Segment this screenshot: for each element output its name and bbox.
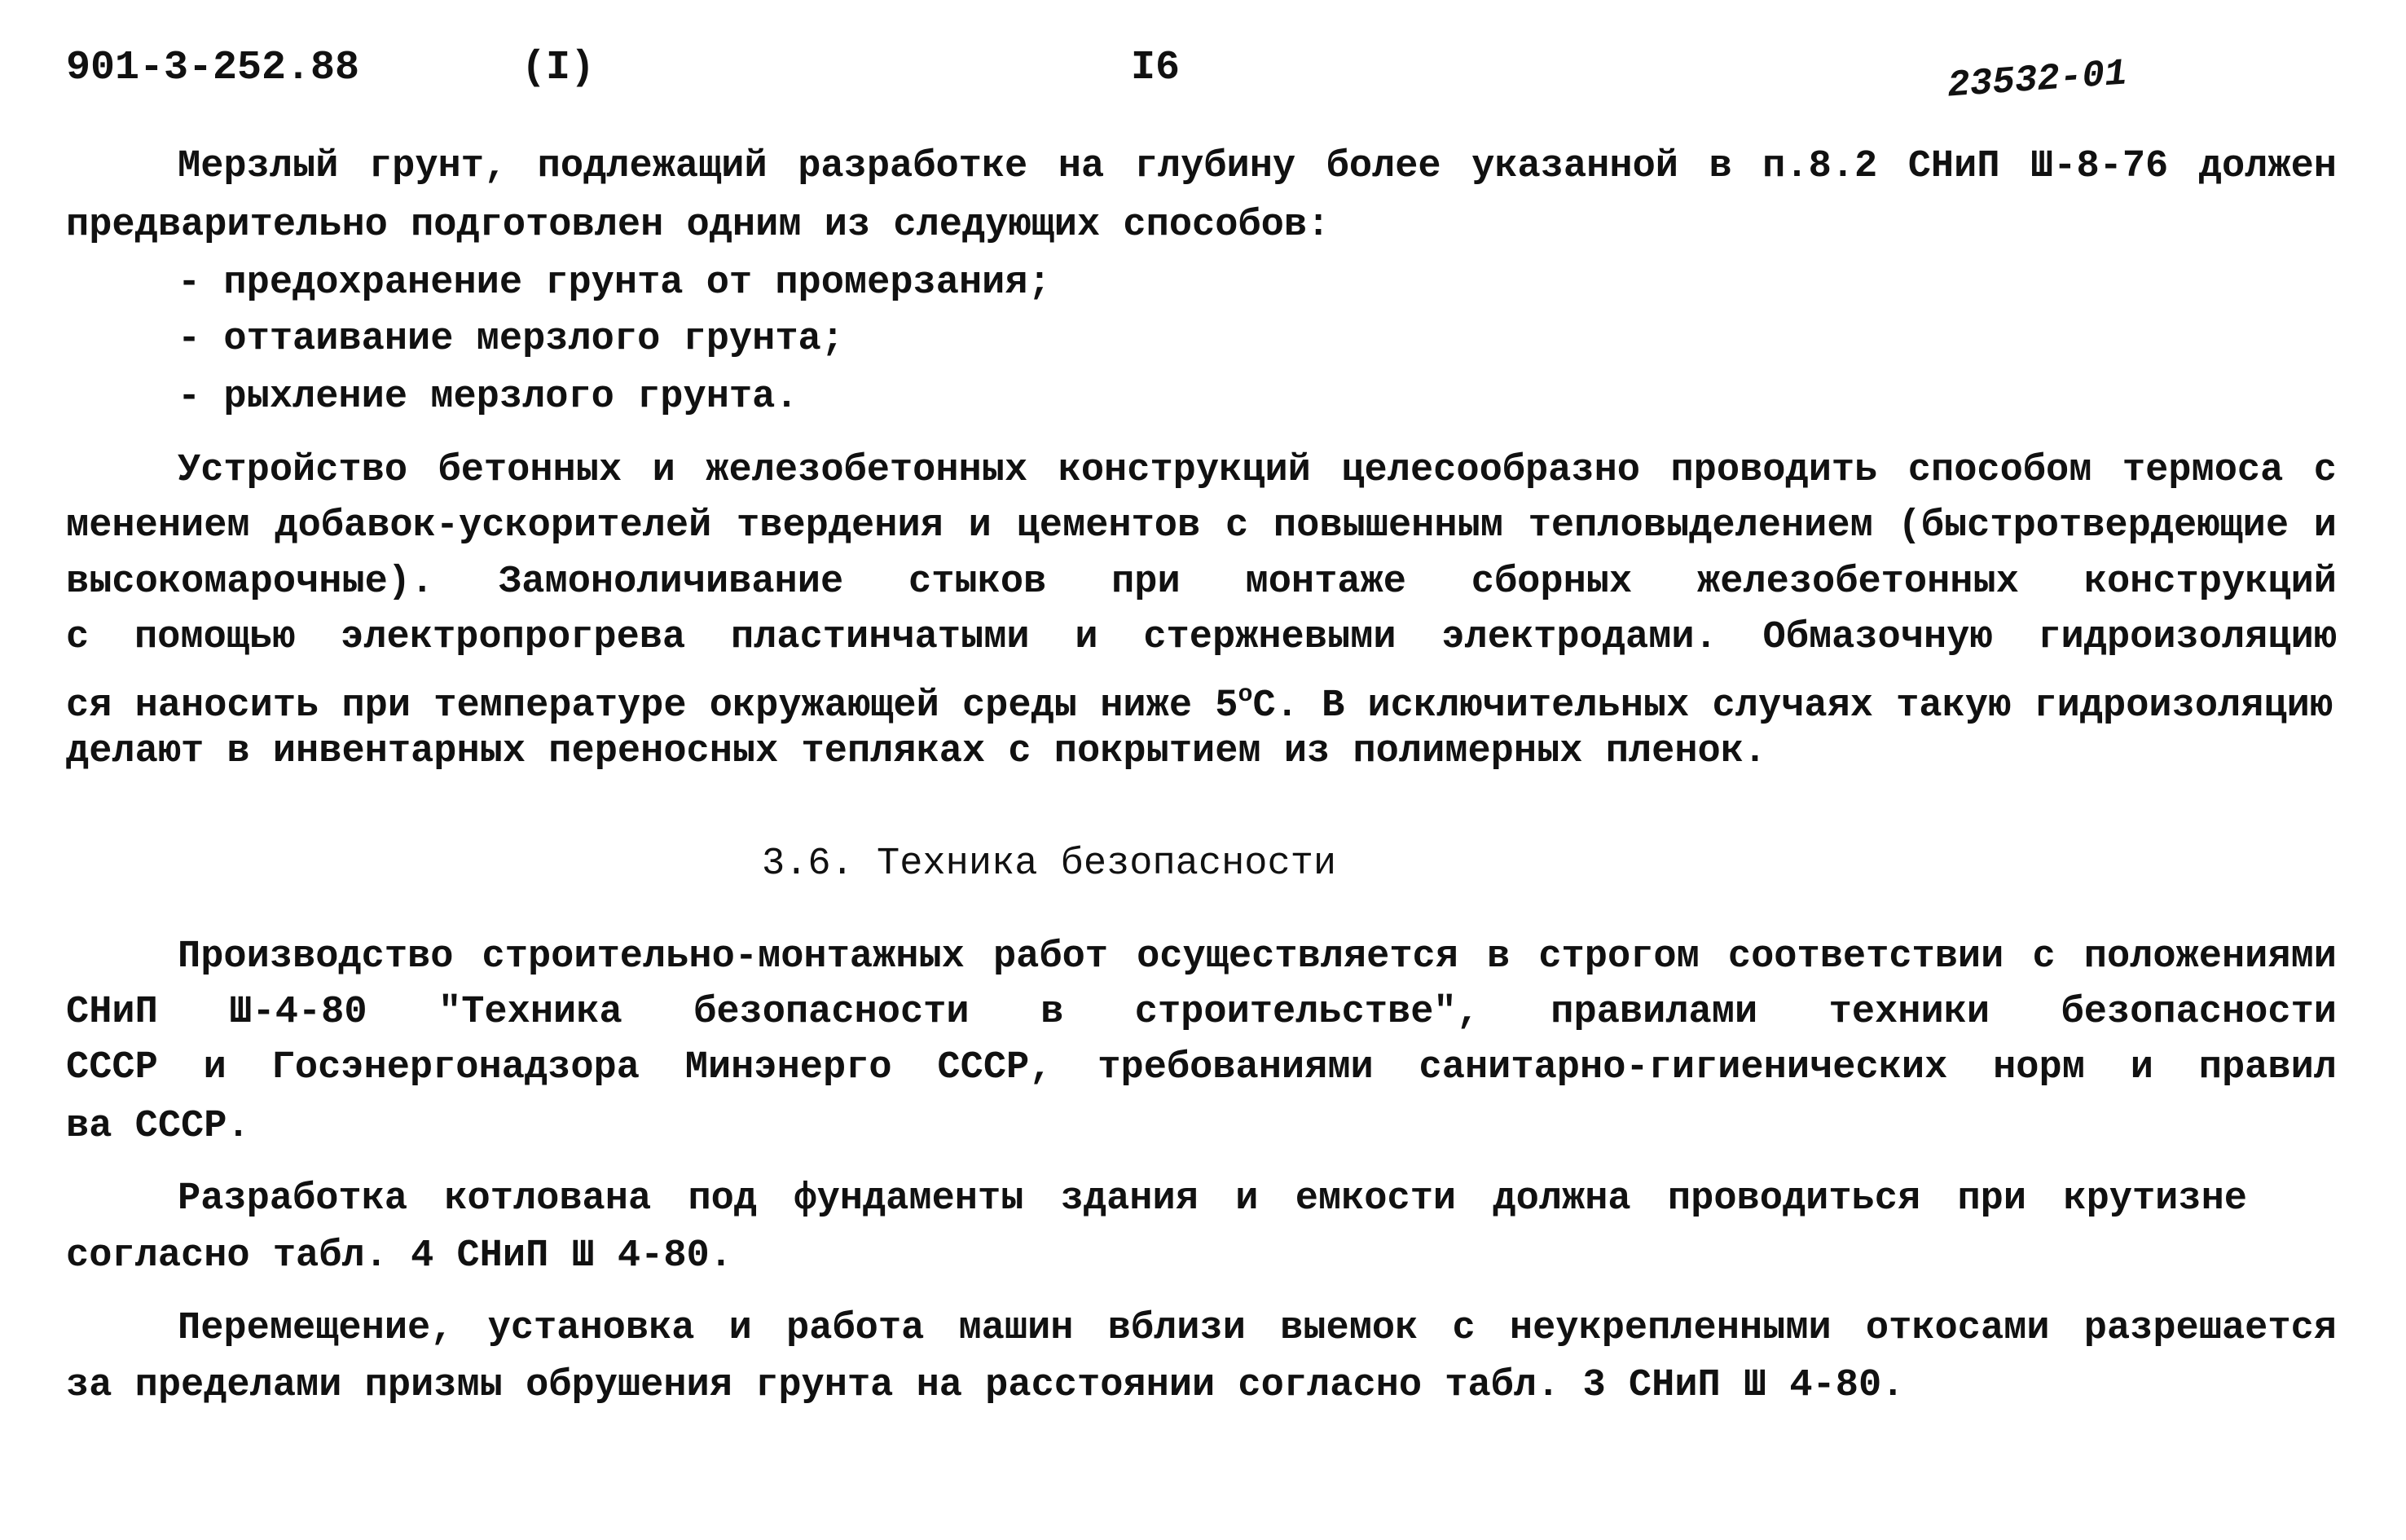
- paragraph-line: [66, 671, 2337, 731]
- paragraph-line: Разработка котлована под фундаменты здания и емкости должна проводиться при крутизне: [178, 1177, 2247, 1221]
- list-item: - рыхление мерзлого грунта.: [178, 376, 798, 419]
- paragraph-line: СССР и Госэнергонадзора Минэнерго СССР, требованиями санитарно-гигиенических норм и правил: [66, 1046, 2337, 1089]
- paragraph-line: менением добавок-ускорителей твердения и цементов с повышенным тепловыделением (быстротвердеющие и: [66, 504, 2337, 548]
- text-segment: С. В исключительных случаях такую гидроизоляцию: [1252, 684, 2333, 728]
- paragraph-line: предварительно подготовлен одним из следующих способов:: [66, 204, 1331, 247]
- list-item: - оттаивание мерзлого грунта;: [178, 318, 844, 361]
- list-item: - предохранение грунта от промерзания;: [178, 262, 1051, 305]
- degree-mark: о: [1238, 681, 1253, 709]
- paragraph-line: за пределами призмы обрушения грунта на расстоянии согласно табл. 3 СНиП Ш 4-80.: [66, 1364, 1905, 1407]
- page-number: I6: [1131, 45, 1181, 91]
- document-code: 901-3-252.88: [66, 45, 360, 91]
- section-heading: 3.6. Техника безопасности: [762, 843, 1337, 886]
- paragraph-line: с помощью электропрогрева пластинчатыми и стержневыми электродами. Обмазочную гидроизоляцию: [66, 616, 2337, 659]
- paragraph-line: делают в инвентарных переносных тепляках с покрытием из полимерных пленок.: [66, 730, 1767, 773]
- paragraph-line: ва СССР.: [66, 1105, 250, 1148]
- paragraph-line: Перемещение, установка и работа машин вблизи выемок с неукрепленными откосами разрешается: [178, 1307, 2337, 1350]
- paragraph-line: Производство строительно-монтажных работ осуществляется в строгом соответствии с положениями: [178, 935, 2337, 979]
- paragraph-line: СНиП Ш-4-80 "Техника безопасности в строительстве", правилами техники безопасности: [66, 991, 2337, 1034]
- paragraph-line: высокомарочные). Замоноличивание стыков при монтаже сборных железобетонных конструкций: [66, 561, 2337, 604]
- volume-number: (I): [521, 45, 596, 91]
- paragraph-line: Мерзлый грунт, подлежащий разработке на глубину более указанной в п.8.2 СНиП Ш-8-76 должен: [178, 145, 2337, 188]
- archive-stamp: 23532-01: [1946, 52, 2129, 108]
- paragraph-line: согласно табл. 4 СНиП Ш 4-80.: [66, 1234, 732, 1278]
- text-segment: ся наносить при температуре окружающей среды ниже 5: [66, 684, 1238, 728]
- paragraph-line: Устройство бетонных и железобетонных конструкций целесообразно проводить способом термоса с: [178, 449, 2337, 492]
